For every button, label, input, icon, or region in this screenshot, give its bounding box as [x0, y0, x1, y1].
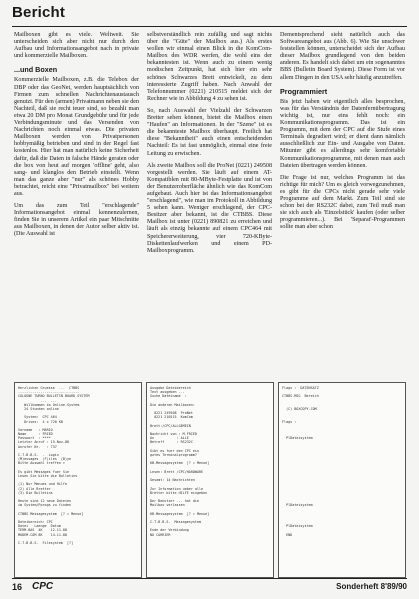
paragraph: Bis jetzt haben wir eigentlich alles besprochen, was für das Verständnis der Datenfernübertragung wichtig ist, nur eins fehlt noch: ein Kommunikationsprogramm. Das ist ein Programm, mit dem der CPC auf die Stufe eines Terminals degradiert wird; er dient dann nämlich ausschließlich zur Ein- und Ausgabe von Daten. Mitunter gibt es allerdings sehr komfortable Kommunikationsprogramme, mit denen man auch Dateien übertragen werden können. — [280, 98, 405, 169]
paragraph: Als zweite Mailbox soll die ProNet (0221) 249508 vorgestellt werden. Sie läuft auf einem AT-Kompatiblen mit 80-MByte-Festplatte und ist von der Benutzeroberfläche ähnlich wie das KomCom aufgebaut. Auch hier ist das Informationsangebot "erschlagend", wie man im Protokoll in Abbildung 5 sehen kann. Weniger erschlagend, der CPC-Besitzer aber bekannt, ist die CTBBS. Diese Mailbox ist unter (0221) 890821 zu erreichen und läuft als einzig bekannte auf einem CPC464 mit Speichererweiterung, vier 720-KByte-Diskettenlaufwerken und einem PD-Mailboxprogramm. — [147, 162, 272, 254]
terminal-line: Ausgabe Dateibereich — [150, 386, 191, 390]
column-left — [14, 32, 139, 377]
terminal-line: CTBBS Messagesystem [? = Menue] — [18, 511, 84, 516]
paragraph: selbstverständlich rein zufällig und sagt nichts über die "Güte" der Mailbox aus.) Als erstes wollen wir einmal einen Blick in die KomCom-Mailbox des WDR werfen, die wohl eins der bekanntesten ist. Wenn auch zu einem wenig modischen Zeitpunkt, hat sich hier ein sehr schönes Schwarzes Brett entwickelt, zu dem interessierte Zugriff haben. Nach Anwahl der Telefonnummer (0221) 210515 meldet sich der Rechner wie in Abbildung 4 zu sehen ist. — [147, 32, 272, 102]
terminal-line: 0221 210515 KomCom — [150, 415, 193, 420]
magazine-logo: CPC — [32, 581, 54, 592]
terminal-line: MODEM.COM 8K 14-11-88 — [18, 532, 67, 537]
subheading: ...und Boxen — [14, 65, 58, 75]
issue-label: Sonderheft 8'89/90 — [336, 582, 407, 591]
terminal-line: Letzter Anruf : 15-Nov-88 — [18, 440, 70, 445]
terminal-line: TERM.BAS 4K 12-11-88 — [18, 528, 67, 533]
page-number: 16 — [12, 582, 23, 592]
terminal-line: Ende der Verbindung — [150, 528, 189, 533]
terminal-line: Es gibt Messages fuer Sie — [18, 469, 70, 474]
terminal-line: PlDateisystem — [282, 436, 313, 441]
terminal-line: KB-Messagesystem [? = Menue] — [150, 511, 210, 516]
terminal-line: Dateibereich: CPC — [18, 520, 53, 524]
terminal-line: gutes Terminalprogramm? — [150, 453, 197, 457]
terminal-line: (3) Die Bulletins — [18, 490, 53, 495]
terminal-line: Nachricht von : M.FRIED — [150, 432, 197, 437]
terminal-line: Flags : — [282, 419, 297, 424]
terminal-line: Datei Laenge Datum — [18, 524, 61, 529]
terminal-line: Lesen: Brett /CPC/HARDWARE — [150, 469, 204, 474]
terminal-line: Suche Dateiname : — [150, 394, 189, 399]
terminal-line: Betreff : RS232C — [150, 440, 193, 445]
terminal-line: C.T.B.B.S. - Login — [18, 453, 59, 457]
terminal-line: Der Benutzer ... hat die — [150, 499, 199, 504]
terminal-line: 24 Stunden online — [18, 406, 59, 411]
terminal-line: Gibt es fuer den CPC ein — [150, 448, 199, 453]
paragraph: Um das zum Teil "erschlagende" Informationsangebot einmal kennenzulernen, finden Sie in unserem Artikel ein paar Mitschnitte aus Mailboxen, in denen der Autor selber aktiv ist. (Die Auswahl ist — [14, 203, 139, 238]
terminal-line: Die anderen Mailboxen: — [150, 402, 195, 407]
section-title: Bericht — [12, 4, 66, 21]
terminal-line: Bitte Auswahl treffen > — [18, 461, 65, 466]
terminal-screenshot-1 — [14, 382, 142, 578]
paragraph: Die Frage ist nur, welches Programm ist das richtige für mich? Um es gleich vorwegzunehmen, es gibt für die CPCs nicht gerade sehr viele Programme auf dem Markt. Zum Teil sind sie schon bei der RS232C dabei, zum Teil muß man sie sich auch als 'Einzelstück' kaufen (oder selber programmieren...). Bei 'Separat'-Programmen sollte man aber schon — [280, 174, 405, 231]
terminal-line: Lesen Sie bitte die Bulletins — [18, 473, 78, 478]
terminal-line: im System/Pprogs zu finden — [18, 503, 72, 508]
terminal-line: (C) BOXCOPY.COM — [282, 406, 317, 411]
column-right — [280, 32, 405, 377]
terminal-line: Heute sind 12 neue Dateien — [18, 499, 72, 504]
terminal-line: (2) Alle Bretter — [18, 486, 51, 491]
terminal-screenshot-2 — [146, 382, 274, 578]
subheading: Programmiert — [280, 86, 328, 96]
screenshot-panels — [14, 382, 406, 578]
terminal-line: PlDateisystem — [282, 524, 313, 529]
paragraph: Mailboxen gibt es viele. Weltweit. Sie unterscheiden sich aber nicht nur durch den Aufbau und Informationsangebot nach in private und kommerzielle Mailboxen. — [14, 32, 139, 60]
terminal-line: Gesamt: 14 Nachrichten — [150, 478, 195, 483]
paragraph: Kommerzielle Mailboxen, z.B. die Telebox der DBP oder das GeoNet, werden hauptsächlich von Firmen zum schnellen Nachrichtenaustausch genutzt. Für den (armen) Privatmann neben sie den Nachteil, daß sie recht teuer sind, so bezahlt man etwa 20 DM pro Monat Grundgebühr und für jede Verbindungsminute und das Versenden von Nachrichten noch einmal etwas. Die privaten Mailboxen werden von Privatpersonen hobbymäßig betrieben und sind in der Regel fast kostenlos. Hier hat man natürlich keine Sicherheit dafür, daß die Daten in falsche Hände geraten oder die box von heut auf morgen 'offline' geht, also sang- und klanglos den Betrieb einstellt. Wenn man das ganze aber "nur" als schönes Hobby betrachtet, reicht eine "Privatmailbox" bei weitem aus. — [14, 77, 139, 197]
terminal-line: Willkommen im Online-System — [18, 402, 80, 407]
terminal-line: Vorname : MARIO — [18, 427, 53, 432]
terminal-line: Mailbox verlassen — [150, 503, 185, 508]
terminal-line: KB-Messagesystem [? = Menue] — [150, 461, 210, 466]
terminal-line: Name : FRIED — [18, 432, 53, 437]
article-columns — [14, 32, 406, 377]
terminal-line: Passwort : **** — [18, 436, 51, 441]
terminal-line: 0221 249508 ProNet — [150, 411, 193, 416]
terminal-line: Zur Information ueber alle — [150, 486, 204, 491]
terminal-line: System: CPC 464 — [18, 415, 57, 420]
terminal-line: An : ALLE — [150, 436, 189, 441]
terminal-line: CTBBS.MSG Bereich — [282, 394, 319, 399]
terminal-line: PlDateisystem — [282, 503, 313, 508]
terminal-line: Herzlichen Gruesse ... CTBBS — [18, 386, 80, 390]
column-middle — [147, 32, 272, 377]
terminal-line: (M)essages (F)iles (B)ye — [18, 457, 72, 462]
terminal-line: C.T.B.B.S. Messagesystem — [150, 520, 202, 524]
terminal-line: ... ... — [18, 398, 57, 403]
terminal-line: ------------------------------ — [18, 390, 80, 395]
terminal-line: Bretter bitte HILFE eingeben — [150, 490, 208, 495]
terminal-screenshot-3 — [278, 382, 406, 578]
terminal-line: COLOGNE TURBO BULLETIN BOARD SYSTEM — [18, 394, 90, 399]
terminal-line: END — [282, 532, 293, 537]
paragraph: Dementsprechend sieht natürlich auch das Softwareangebot aus (Abb. 6). Wie Sie unschwer feststellen können, unterscheidet sich der Aufbau dieser Mailbox grundlegend von den beiden anderen. Es handelt sich dabei um ein sogenanntes BBS (Bulletin Board System). Diese Form ist vor allem Dingen in den USA sehr häufig anzutreffen. — [280, 32, 405, 81]
paragraph: So, nach Auswahl der Vielzahl der Schwarzen Bretter sehen können, bietet die Mailbox einen "Haufen" an Informationen. In der "Szene" ist es die bekannteste Mailbox überhaupt. Freilich hat diese "Bekanntheit" auch einen entscheidenden Nachteil: Es ist fast unmöglich, einmal eine freie Leitung zu erwischen. — [147, 107, 272, 157]
terminal-line: Anrufer Nr. : 737 — [18, 444, 57, 449]
terminal-line: NO CARRIER — [150, 532, 171, 537]
terminal-line: (1) Nur Menues und Hilfe — [18, 482, 67, 487]
terminal-line: C.T.B.B.S. Filesystem [?] — [18, 540, 74, 545]
page-footer — [12, 578, 407, 595]
terminal-line: Text ausgeben ... — [150, 390, 185, 395]
terminal-line: Brett:/CPC/ALLGEMEIN — [150, 423, 191, 428]
terminal-line: Flags : DATENSATZ — [282, 386, 319, 390]
page-header — [12, 4, 407, 27]
terminal-line: Drives: 4 x 720 KB — [18, 419, 63, 424]
